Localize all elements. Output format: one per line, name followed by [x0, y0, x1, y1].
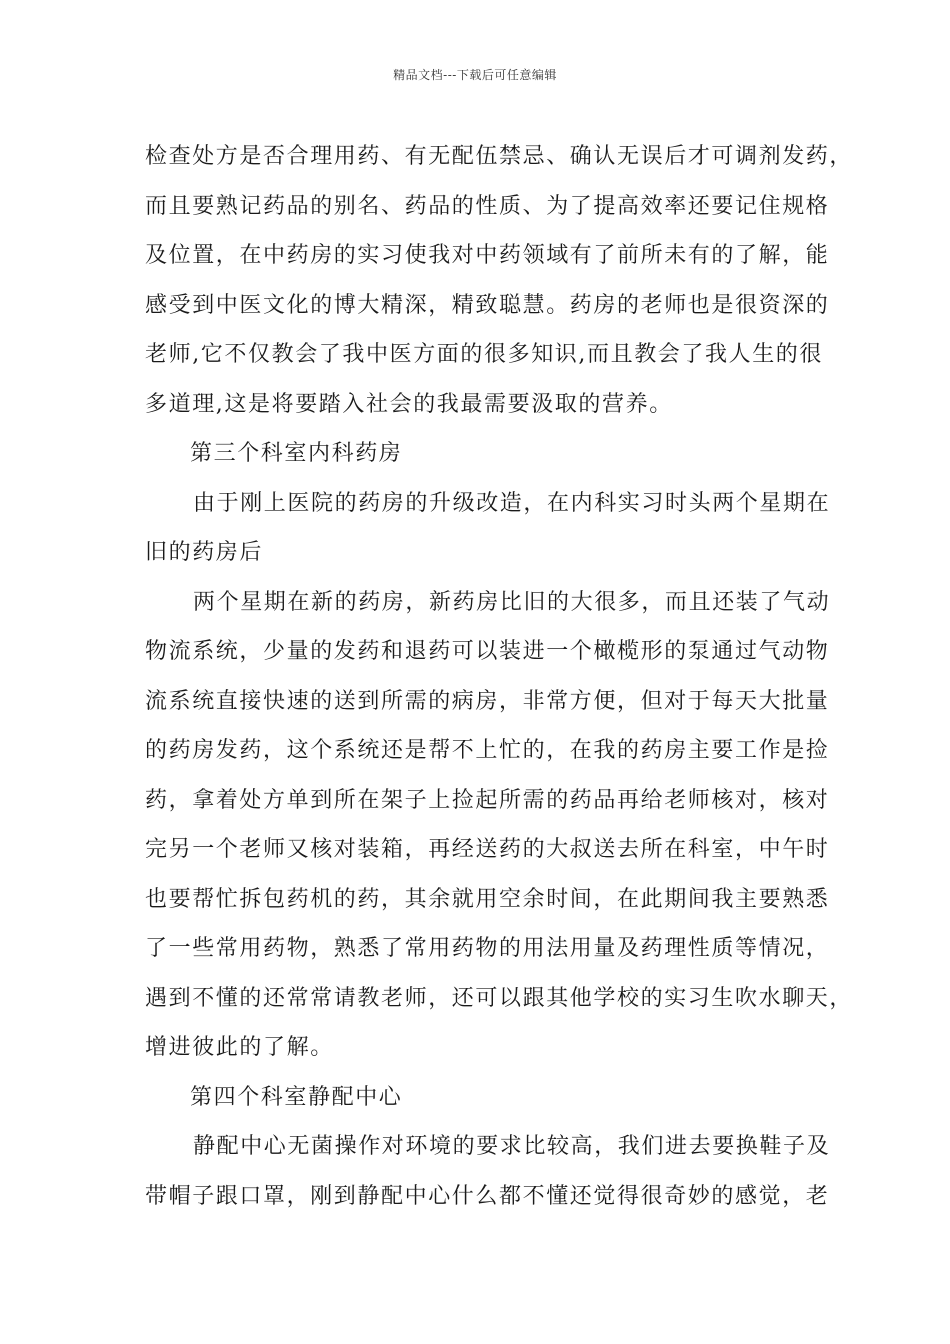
text-line: 流系统直接快速的送到所需的病房，非常方便，但对于每天大批量 [145, 688, 830, 714]
text-line: 静配中心无菌操作对环境的要求比较高，我们进去要换鞋子及 [193, 1134, 831, 1159]
text-line: 遇到不懂的还常常请教老师，还可以跟其他学校的实习生吹水聊天， [145, 985, 854, 1011]
text-line: 物流系统，少量的发药和退药可以装进一个橄榄形的泵通过气动物 [145, 639, 830, 664]
text-line: 也要帮忙拆包药机的药，其余就用空余时间，在此期间我主要熟悉 [145, 886, 830, 912]
section-heading-pharmacy: 第三个科室内科药房 [190, 441, 403, 466]
text-line: 药，拿着处方单到所在架子上捡起所需的药品再给老师核对，核对 [145, 787, 830, 813]
text-line: 检查处方是否合理用药、有无配伍禁忌、确认无误后才可调剂发药， [145, 144, 854, 169]
text-line: 增进彼此的了解。 [145, 1035, 334, 1060]
page-header: 精品文档---下载后可任意编辑 [393, 68, 557, 82]
text-line: 感受到中医文化的博大精深，精致聪慧。药房的老师也是很资深的 [145, 292, 830, 318]
text-line: 两个星期在新的药房，新药房比旧的大很多，而且还装了气动 [193, 589, 831, 615]
text-line: 的药房发药，这个系统还是帮不上忙的，在我的药房主要工作是捡 [145, 738, 830, 763]
text-line: 完另一个老师又核对装箱，再经送药的大叔送去所在科室，中午时 [145, 837, 830, 862]
text-line: 老师,它不仅教会了我中医方面的很多知识,而且教会了我人生的很 [145, 342, 823, 367]
section-heading-iv-center: 第四个科室静配中心 [190, 1084, 403, 1110]
text-line: 及位置，在中药房的实习使我对中药领域有了前所未有的了解，能 [145, 243, 830, 268]
document-body [145, 132, 854, 1221]
text-line: 了一些常用药物，熟悉了常用药物的用法用量及药理性质等情况， [145, 936, 830, 961]
text-line: 带帽子跟口罩，刚到静配中心什么都不懂还觉得很奇妙的感觉，老 [145, 1183, 830, 1209]
text-line: 旧的药房后 [145, 540, 264, 565]
text-line: 而且要熟记药品的别名、药品的性质、为了提高效率还要记住规格 [145, 193, 830, 219]
text-line: 由于刚上医院的药房的升级改造，在内科实习时头两个星期在 [193, 490, 831, 516]
text-line: 多道理,这是将要踏入社会的我最需要汲取的营养。 [145, 391, 673, 417]
